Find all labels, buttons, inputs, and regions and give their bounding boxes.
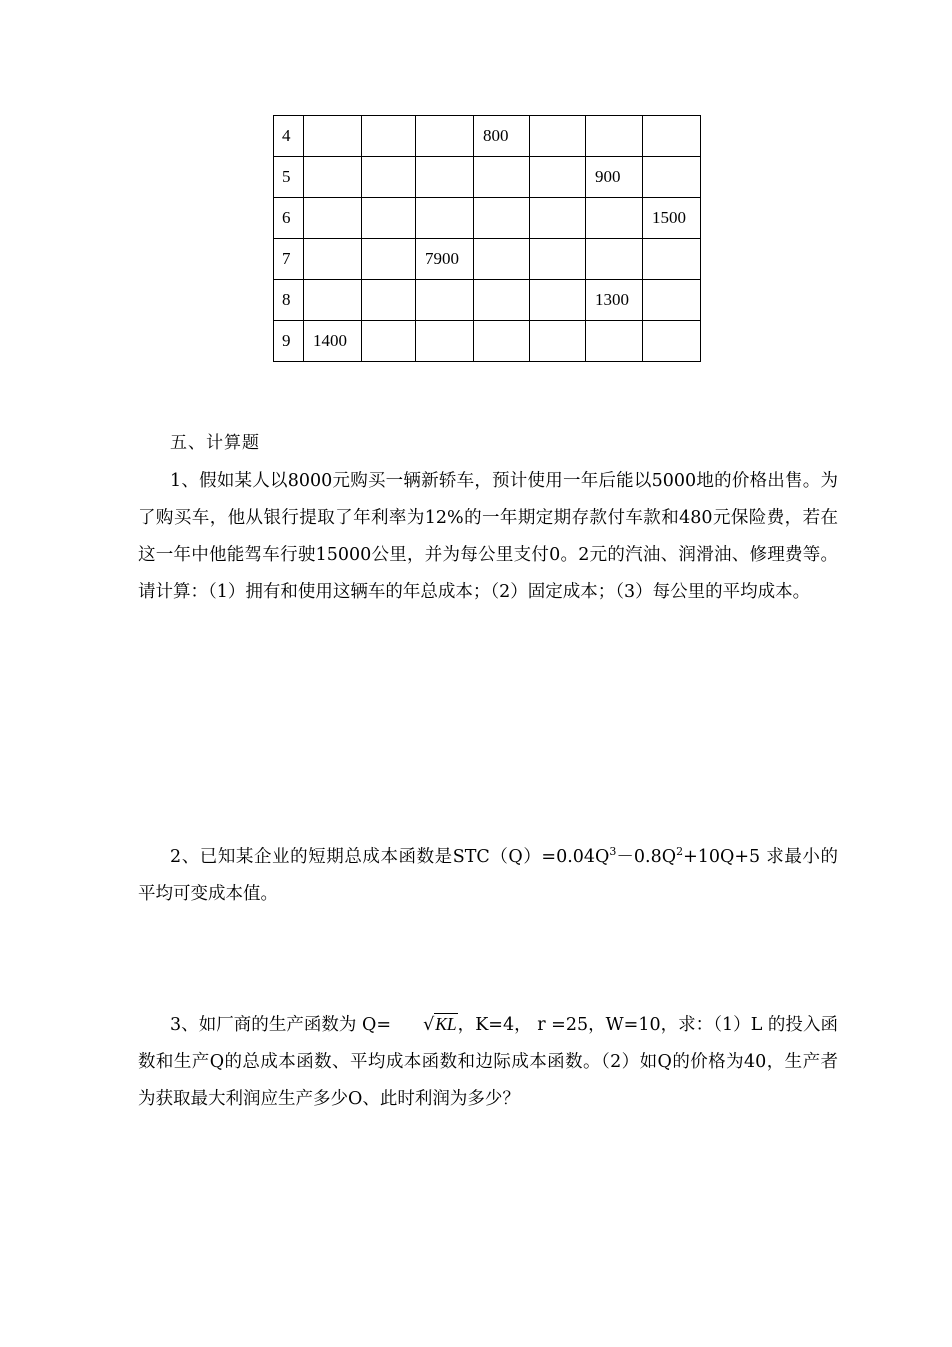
question-2-text bbox=[138, 839, 838, 913]
question-1 bbox=[138, 463, 838, 611]
table-cell bbox=[362, 198, 416, 239]
table-cell bbox=[643, 116, 701, 157]
table-cell bbox=[643, 239, 701, 280]
table-cell bbox=[362, 321, 416, 362]
table-cell bbox=[362, 239, 416, 280]
table-cell bbox=[643, 157, 701, 198]
table-cell bbox=[474, 280, 530, 321]
table-cell bbox=[586, 321, 643, 362]
table-cell bbox=[304, 280, 362, 321]
question-3 bbox=[138, 1006, 838, 1118]
table-cell bbox=[474, 239, 530, 280]
question-1-text: 1、假如某人以8000元购买一辆新轿车，预计使用一年后能以5000地的价格出售。为了购买车，他从银行提取了年利率为12%的一年期定期存款付车款和480元保险费，若在这一年中他能驾车行驶15000公里，并为每公里支付0。2元的汽油、润滑油、修理费等。请计算：（1）拥有和使用这辆车的年总成本；（2）固定成本；（3）每公里的平均成本。 bbox=[138, 471, 838, 602]
row-number-cell: 7 bbox=[274, 239, 304, 280]
question-3-part2: ，K=4， r =25，W=10，求：（1）L 的投入函数和生产Q的总成本函数、平均成本函数和边际成本函数。（2）如Q的价格为40，生产者为获取最大利润应生产多少O、此时利润为多少？ bbox=[138, 1015, 838, 1109]
table-cell bbox=[530, 157, 586, 198]
question-3-part1: 3、如厂商的生产函数为 Q= bbox=[170, 1015, 392, 1035]
row-number-cell: 9 bbox=[274, 321, 304, 362]
table-cell bbox=[474, 157, 530, 198]
table-cell bbox=[362, 157, 416, 198]
table-cell bbox=[474, 198, 530, 239]
radicand: KL bbox=[435, 1014, 457, 1034]
exponent-2: 2 bbox=[676, 845, 684, 858]
table-cell bbox=[416, 198, 474, 239]
question-2 bbox=[138, 839, 838, 913]
table-cell: 7900 bbox=[416, 239, 474, 280]
question-2-part2: －0.8Q bbox=[616, 847, 677, 867]
table-cell bbox=[643, 321, 701, 362]
table-cell: 900 bbox=[586, 157, 643, 198]
table-cell bbox=[304, 198, 362, 239]
table-cell: 800 bbox=[474, 116, 530, 157]
table-row bbox=[274, 239, 701, 280]
table-cell bbox=[530, 280, 586, 321]
table-row bbox=[274, 280, 701, 321]
table-cell bbox=[586, 239, 643, 280]
table-row bbox=[274, 157, 701, 198]
table-row bbox=[274, 321, 701, 362]
table-cell bbox=[586, 116, 643, 157]
table-cell bbox=[416, 116, 474, 157]
table-cell bbox=[304, 157, 362, 198]
table-body bbox=[274, 116, 701, 362]
question-2-part1: 2、已知某企业的短期总成本函数是STC（Q）=0.04Q bbox=[170, 847, 610, 867]
row-number-cell: 4 bbox=[274, 116, 304, 157]
section-title: 五、计算题 bbox=[170, 433, 260, 453]
table-row bbox=[274, 198, 701, 239]
table-cell bbox=[530, 116, 586, 157]
table-cell bbox=[362, 280, 416, 321]
table-cell: 1300 bbox=[586, 280, 643, 321]
table-cell bbox=[530, 321, 586, 362]
table-cell bbox=[416, 280, 474, 321]
table-cell bbox=[586, 198, 643, 239]
table-cell bbox=[530, 198, 586, 239]
exponent-3: 3 bbox=[609, 845, 617, 858]
data-table bbox=[273, 115, 701, 362]
table-row bbox=[274, 116, 701, 157]
table-cell bbox=[304, 239, 362, 280]
table-cell bbox=[304, 116, 362, 157]
square-root bbox=[391, 1006, 458, 1044]
table-cell: 1400 bbox=[304, 321, 362, 362]
table-cell bbox=[643, 280, 701, 321]
table-cell bbox=[416, 157, 474, 198]
table-cell: 1500 bbox=[643, 198, 701, 239]
radical-symbol: √ bbox=[423, 1015, 435, 1035]
table-cell bbox=[416, 321, 474, 362]
question-2-part3: +10Q+5 求最小的平均可变成本值。 bbox=[138, 847, 838, 904]
table-cell bbox=[530, 239, 586, 280]
question-3-text bbox=[138, 1006, 838, 1118]
row-number-cell: 5 bbox=[274, 157, 304, 198]
table-cell bbox=[362, 116, 416, 157]
row-number-cell: 6 bbox=[274, 198, 304, 239]
table-cell bbox=[474, 321, 530, 362]
row-number-cell: 8 bbox=[274, 280, 304, 321]
